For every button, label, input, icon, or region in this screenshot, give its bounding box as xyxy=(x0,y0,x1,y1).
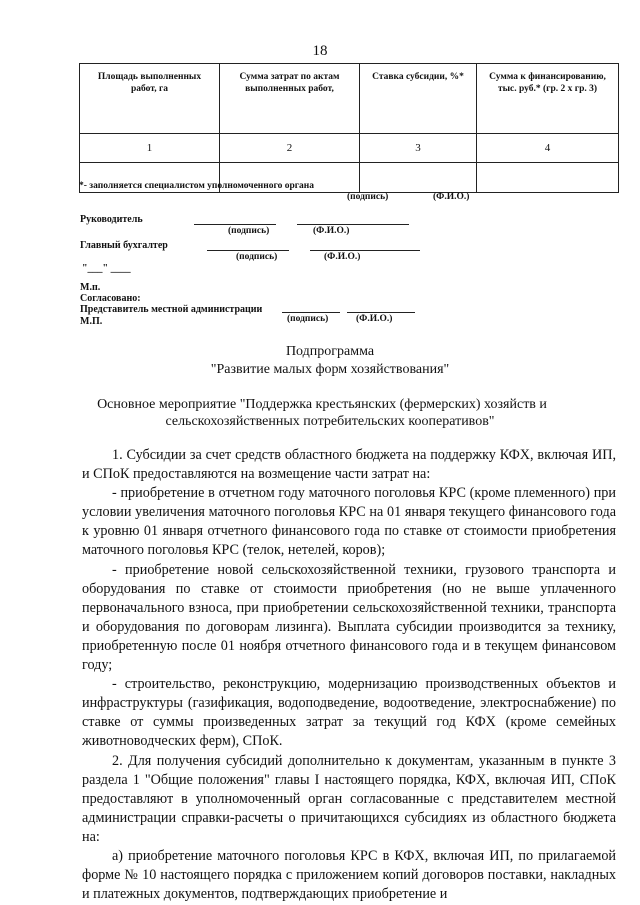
paragraph: 1. Субсидии за счет средств областного бюджета на поддержку КФХ, включая ИП, и СПоК предоставляются на возмещение части затрат на: xyxy=(82,447,616,483)
director-label: Руководитель xyxy=(80,214,143,225)
chief-accountant-label: Главный бухгалтер xyxy=(80,240,168,251)
table-header-cell-costs: Сумма затрат по актам выполненных работ, xyxy=(220,64,360,134)
director-signature-caption: (подпись) xyxy=(228,226,270,236)
representative-name-caption: (Ф.И.О.) xyxy=(356,314,393,324)
paragraph: - приобретение новой сельскохозяйственной техники, грузового транспорта и оборудования по ставке от стоимости приобретения (но не выше уплаченного первоначального взноса, при приобретении сельскохозяйственной техники, транспорта и оборудования по договорам лизинга). Выплата субсидии производится за технику, приобретенную после 01 ноября отчетного финансового года и в текущем финансовом году; xyxy=(82,561,616,674)
document-body xyxy=(82,446,616,904)
accountant-signature-line xyxy=(207,250,289,251)
table-cell: 4 xyxy=(477,134,619,163)
administration-representative-label: Представитель местной администрации xyxy=(80,304,263,315)
paragraph: - строительство, реконструкцию, модернизацию производственных объектов и инфраструктуры (газификация, водоподведение, водоотведение, электроснабжение) по ставке от суммы произведенных затрат за текущий год КФХ (кроме семейных животноводческих ферм), СПоК. xyxy=(82,676,616,750)
subprogram-title: Подпрограмма xyxy=(285,344,375,359)
director-name-caption: (Ф.И.О.) xyxy=(313,226,350,236)
table-cell xyxy=(360,163,477,193)
subsidy-calculation-table xyxy=(79,63,619,193)
paragraph: а) приобретение маточного поголовья КРС в КФХ, включая ИП, по прилагаемой форме № 10 настоящего порядка с приложением копий договоров поставки, накладных и платежных документов, подтверждающих приобретение и xyxy=(82,847,616,903)
table-header-cell-rate: Ставка субсидии, %* xyxy=(360,64,477,134)
representative-signature-caption: (подпись) xyxy=(287,314,329,324)
date-placeholder: "___" ____ xyxy=(82,263,131,274)
table-footnote: *- заполняется специалистом уполномоченного органа xyxy=(79,181,315,191)
representative-signature-line xyxy=(282,312,340,313)
main-event-title-line1: Основное мероприятие "Поддержка крестьянских (фермерских) хозяйств и xyxy=(97,397,547,412)
accountant-name-caption: (Ф.И.О.) xyxy=(324,252,361,262)
representative-name-line xyxy=(347,312,415,313)
paragraph: 2. Для получения субсидий дополнительно к документам, указанным в пункте 3 раздела 1 "Общие положения" главы I настоящего порядка, КФХ, включая ИП, СПоК предоставляют в уполномоченный орган согласованные с представителем местной администрации справки-расчеты о причитающихся субсидиях из областного бюджета на: xyxy=(82,752,616,845)
table-header-cell-amount: Сумма к финансированию, тыс. руб.* (гр. 2 х гр. 3) xyxy=(477,64,619,134)
accountant-name-line xyxy=(310,250,420,251)
name-caption: (Ф.И.О.) xyxy=(433,192,470,202)
table-header-row xyxy=(80,64,619,134)
seal-label: М.п. xyxy=(80,282,101,293)
table-cell xyxy=(477,163,619,193)
director-signature-line xyxy=(194,224,276,225)
page-number: 18 xyxy=(312,43,328,59)
table-header-cell-area: Площадь выполненных работ, га xyxy=(80,64,220,134)
director-name-line xyxy=(297,224,409,225)
table-number-row xyxy=(80,134,619,163)
signature-caption: (подпись) xyxy=(347,192,389,202)
main-event-title-line2: сельскохозяйственных потребительских кооперативов" xyxy=(165,414,495,429)
table-cell: 1 xyxy=(80,134,220,163)
paragraph: - приобретение в отчетном году маточного поголовья КРС (кроме племенного) при условии увеличения маточного поголовья КРС на 01 января текущего финансового года к уровню 01 января отчетного финансового года по ставке от стоимости приобретения маточного поголовья КРС (телок, нетелей, коров); xyxy=(82,485,616,559)
approved-label: Согласовано: xyxy=(80,293,141,304)
subprogram-subtitle: "Развитие малых форм хозяйствования" xyxy=(210,362,450,377)
table-cell: 3 xyxy=(360,134,477,163)
seal-label-2: М.П. xyxy=(80,316,103,327)
accountant-signature-caption: (подпись) xyxy=(236,252,278,262)
table-cell: 2 xyxy=(220,134,360,163)
